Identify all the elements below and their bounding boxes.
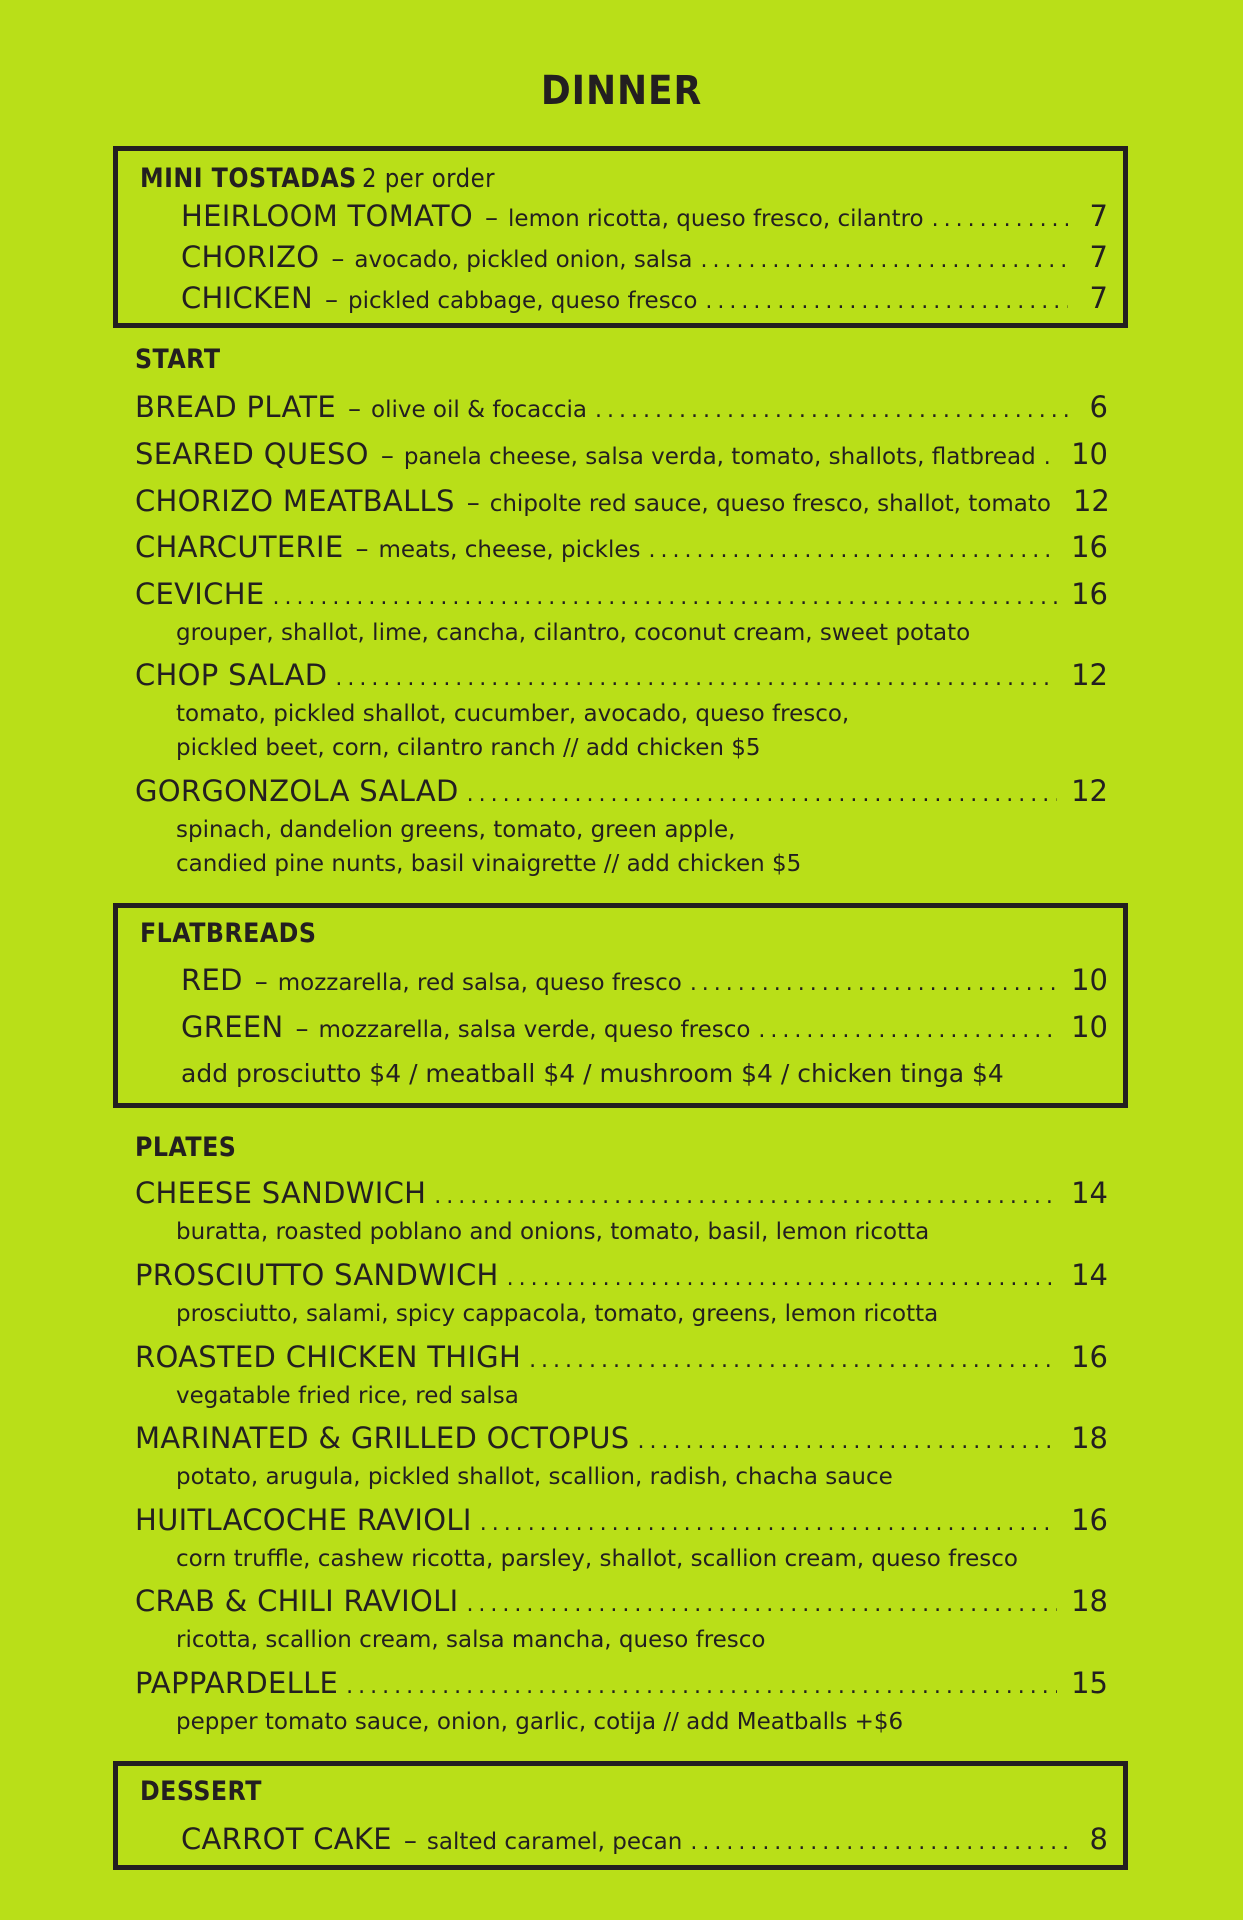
menu-item: CHORIZO MEATBALLS – chipolte red sauce, queso fresco, shallot, tomato 12 xyxy=(135,484,1110,518)
item-name: ROASTED CHICKEN THIGH xyxy=(135,1340,522,1374)
item-description: pickled beet, corn, cilantro ranch // add chicken $5 xyxy=(176,735,761,761)
menu-item xyxy=(135,1666,1108,1700)
item-description: vegatable fried rice, red salsa xyxy=(176,1383,519,1409)
item-name: HEIRLOOM TOMATO xyxy=(181,199,474,233)
menu-item: CHORIZO – avocado, pickled onion, salsa ..... 7 xyxy=(181,240,1108,274)
item-name: PROSCIUTTO SANDWICH xyxy=(135,1258,499,1292)
dessert-section xyxy=(113,1761,1128,1870)
item-name: CHORIZO xyxy=(181,240,320,274)
item-description: panela cheese, salsa verda, tomato, shallots, flatbread xyxy=(403,444,1036,470)
item-description: pepper tomato sauce, onion, garlic, cotija // add Meatballs +$6 xyxy=(176,1709,904,1735)
item-price: 16 xyxy=(1071,1503,1108,1537)
item-description: lemon ricotta, queso fresco, cilantro xyxy=(508,206,924,232)
item-price: 16 xyxy=(1071,577,1108,611)
flatbread-addons: add prosciutto $4 / meatball $4 / mushroom $4 / chicken tinga $4 xyxy=(181,1059,1004,1088)
item-price: 12 xyxy=(1072,484,1110,518)
menu-item xyxy=(135,1584,1108,1618)
item-name: SEARED QUESO xyxy=(135,437,369,471)
item-description: avocado, pickled onion, salsa xyxy=(354,247,693,273)
start-section xyxy=(113,340,1128,885)
item-name: GORGONZOLA SALAD xyxy=(135,774,459,808)
item-name: GREEN xyxy=(181,1010,284,1044)
item-price: 12 xyxy=(1071,658,1108,692)
item-price: 10 xyxy=(1071,1010,1108,1044)
item-name: HUITLACOCHE RAVIOLI xyxy=(135,1503,472,1537)
item-price: 14 xyxy=(1071,1258,1108,1292)
menu-item xyxy=(135,1258,1108,1292)
item-price: 12 xyxy=(1071,774,1108,808)
item-description: corn truffle, cashew ricotta, parsley, shallot, scallion cream, queso fresco xyxy=(176,1546,1018,1572)
item-name: CARROT CAKE xyxy=(181,1822,392,1856)
item-description: buratta, roasted poblano and onions, tomato, basil, lemon ricotta xyxy=(176,1219,930,1245)
item-description: spinach, dandelion greens, tomato, green apple, xyxy=(176,817,736,843)
item-price: 18 xyxy=(1071,1421,1108,1455)
menu-item: RED – mozzarella, red salsa, queso fresco ..... 10 xyxy=(181,963,1108,997)
item-description: candied pine nunts, basil vinaigrette // add chicken $5 xyxy=(176,851,802,877)
section-heading: MINI TOSTADAS 2 per order xyxy=(140,163,495,194)
item-description: grouper, shallot, lime, cancha, cilantro, coconut cream, sweet potato xyxy=(176,620,971,646)
menu-item xyxy=(135,1503,1108,1537)
section-heading: DESSERT xyxy=(140,1776,262,1807)
menu-item: GREEN – mozzarella, salsa verde, queso fresco ..... 10 xyxy=(181,1010,1108,1044)
item-price: 7 xyxy=(1089,199,1108,233)
item-name: CHARCUTERIE xyxy=(135,530,344,564)
item-price: 16 xyxy=(1071,1340,1108,1374)
menu-item xyxy=(135,774,1108,808)
item-description: pickled cabbage, queso fresco xyxy=(348,288,698,314)
section-heading: PLATES xyxy=(135,1132,237,1163)
item-description: meats, cheese, pickles xyxy=(378,537,641,563)
menu-item: BREAD PLATE – olive oil & focaccia ..... 6 xyxy=(135,390,1108,424)
item-name: CHICKEN xyxy=(181,281,313,315)
item-description: tomato, pickled shallot, cucumber, avocado, queso fresco, xyxy=(176,701,850,727)
item-price: 18 xyxy=(1071,1584,1108,1618)
item-name: BREAD PLATE xyxy=(135,390,336,424)
item-name: CHOP SALAD xyxy=(135,658,328,692)
item-name: MARINATED & GRILLED OCTOPUS xyxy=(135,1421,630,1455)
item-description: prosciutto, salami, spicy cappacola, tomato, greens, lemon ricotta xyxy=(176,1301,939,1327)
section-heading: FLATBREADS xyxy=(140,918,317,949)
item-description: ricotta, scallion cream, salsa mancha, queso fresco xyxy=(176,1627,766,1653)
item-price: 8 xyxy=(1089,1822,1108,1856)
item-name: CEVICHE xyxy=(135,577,265,611)
menu-item: SEARED QUESO – panela cheese, salsa verda, tomato, shallots, flatbread ..... 10 xyxy=(135,437,1108,471)
item-price: 7 xyxy=(1089,281,1108,315)
item-description: salted caramel, pecan xyxy=(426,1829,683,1855)
item-description: chipolte red sauce, queso fresco, shallot, tomato xyxy=(489,491,1051,517)
item-price: 10 xyxy=(1071,437,1108,471)
item-price: 10 xyxy=(1071,963,1108,997)
menu-item xyxy=(135,1421,1108,1455)
item-price: 7 xyxy=(1089,240,1108,274)
item-description: mozzarella, red salsa, queso fresco xyxy=(277,970,682,996)
item-description: potato, arugula, pickled shallot, scallion, radish, chacha sauce xyxy=(176,1464,893,1490)
item-name: CHEESE SANDWICH xyxy=(135,1176,427,1210)
plates-section xyxy=(113,1128,1128,1738)
item-price: 6 xyxy=(1089,390,1108,424)
item-name: PAPPARDELLE xyxy=(135,1666,339,1700)
section-heading: START xyxy=(135,344,221,375)
mini-tostadas-section xyxy=(113,146,1128,328)
menu-item: CHARCUTERIE – meats, cheese, pickles ..... 16 xyxy=(135,530,1108,564)
item-price: 15 xyxy=(1071,1666,1108,1700)
menu-item: CHICKEN – pickled cabbage, queso fresco ..... 7 xyxy=(181,281,1108,315)
menu-item: CARROT CAKE – salted caramel, pecan ..... 8 xyxy=(181,1822,1108,1856)
menu-item xyxy=(135,577,1108,611)
menu-item xyxy=(135,1340,1108,1374)
menu-item: HEIRLOOM TOMATO – lemon ricotta, queso fresco, cilantro ..... 7 xyxy=(181,199,1108,233)
item-name: CRAB & CHILI RAVIOLI xyxy=(135,1584,459,1618)
item-price: 14 xyxy=(1071,1176,1108,1210)
item-price: 16 xyxy=(1071,530,1108,564)
item-description: mozzarella, salsa verde, queso fresco xyxy=(318,1017,751,1043)
flatbreads-section xyxy=(113,903,1128,1108)
section-note: 2 per order xyxy=(361,164,495,194)
item-name: CHORIZO MEATBALLS xyxy=(135,484,455,518)
page-title: DINNER xyxy=(540,68,703,114)
item-description: olive oil & focaccia xyxy=(371,397,588,423)
menu-item xyxy=(135,1176,1108,1210)
menu-item xyxy=(135,658,1108,692)
item-name: RED xyxy=(181,963,243,997)
